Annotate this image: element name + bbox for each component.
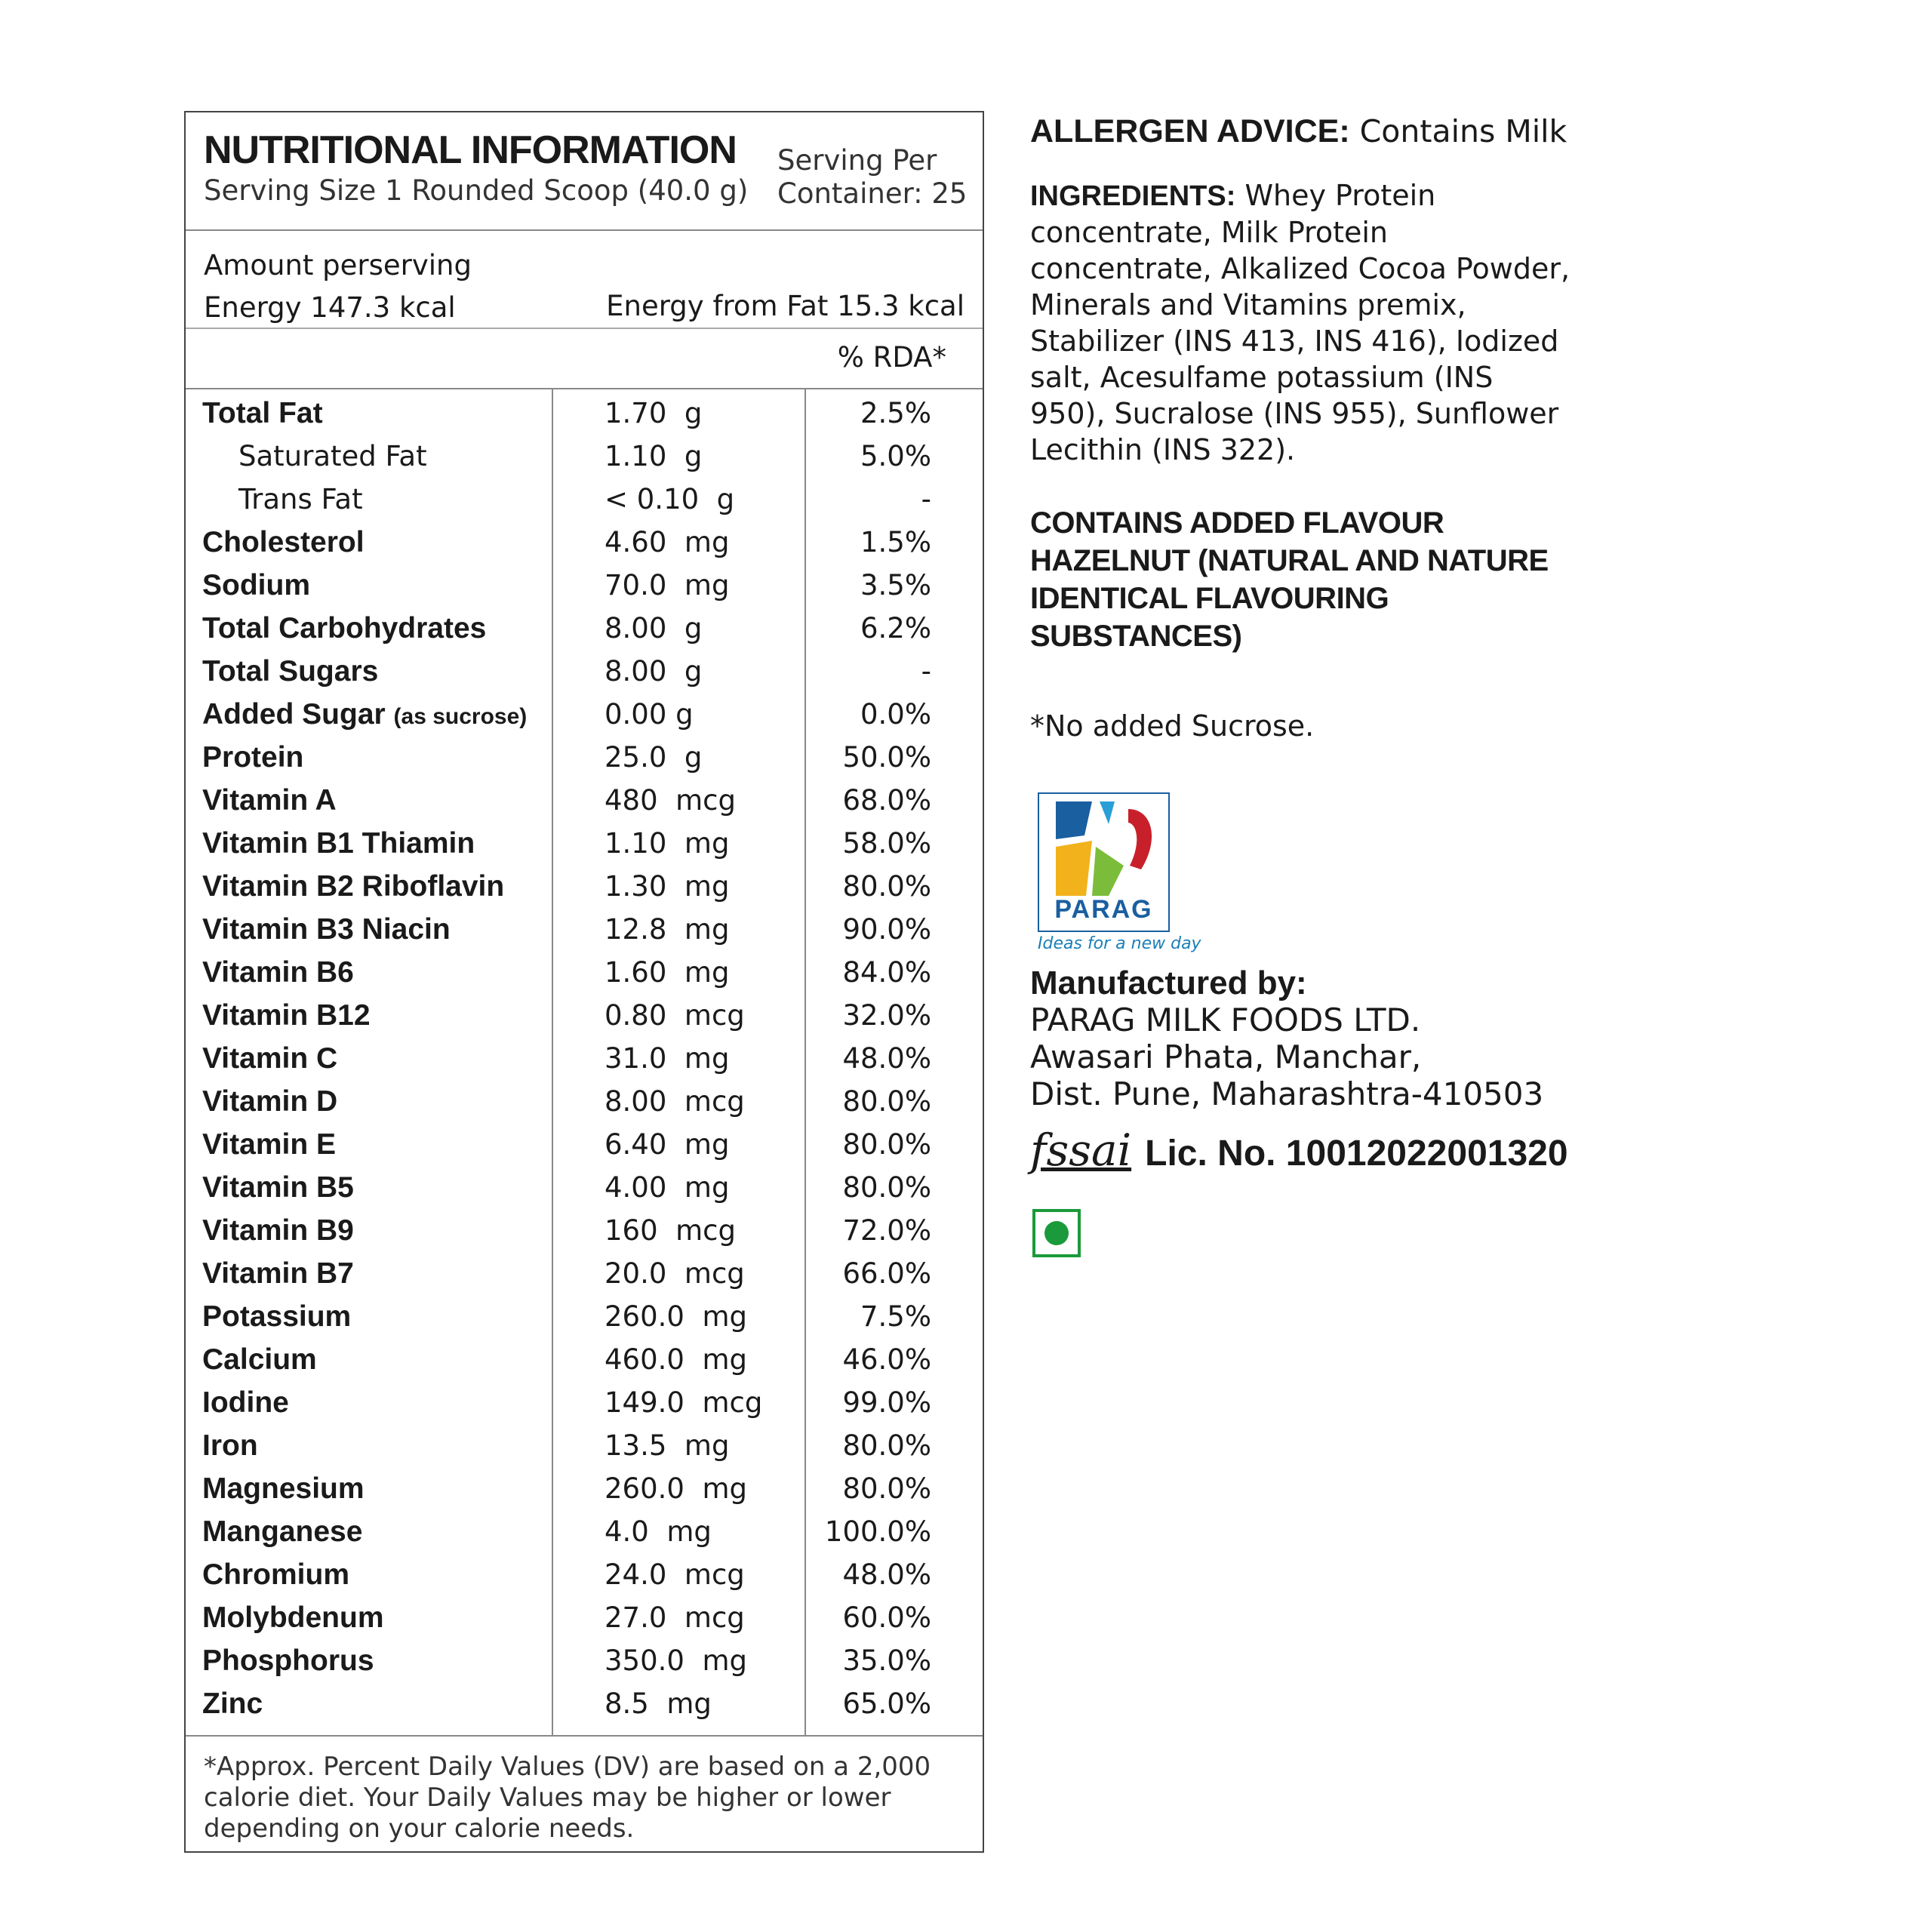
nutrient-name: Sodium [202,569,310,601]
ingredients: INGREDIENTS: Whey Protein concentrate, Milk Protein concentrate, Alkalized Cocoa Powder, Minerals and Vitamins premix, Stabilizer (INS 413, INS 416), Iodized salt, Acesulfame potassium (INS 950), Sucralose (INS 955), Sunflower Lecithin (INS 322). [1030,179,1571,466]
parag-logo [1038,792,1170,932]
nutrient-name: Vitamin B5 [202,1171,354,1204]
nutrient-amount: 350.0 mg [605,1644,747,1677]
servings-per-container: Serving Per Container: 25 [777,144,968,210]
nutrient-amount: 6.40 mg [605,1128,730,1161]
table-row [186,603,983,646]
nutrient-name: Phosphorus [202,1644,374,1677]
nutrient-name: Potassium [202,1300,352,1333]
amount-per-serving [186,229,983,329]
table-row [186,1162,983,1205]
nutrient-amount: 8.5 mg [605,1687,712,1720]
table-row [186,1377,983,1420]
nutrient-amount: 0.00 g [605,698,694,731]
rda-header-row [186,328,983,389]
manufacturer-block [1030,964,1543,1112]
table-row [186,1248,983,1291]
allergen-advice: ALLERGEN ADVICE: Contains Milk [1030,113,1567,149]
nutrient-rda: 2.5% [860,397,931,429]
nutrient-rda: 99.0% [842,1386,931,1419]
table-row [186,904,983,947]
table-row [186,1334,983,1377]
table-row [186,990,983,1033]
nutrient-amount: < 0.10 g [605,483,735,515]
nutrition-title: NUTRITIONAL INFORMATION [204,128,737,172]
table-row [186,775,983,818]
nutrient-name: Vitamin B2 Riboflavin [202,870,505,903]
manufacturer-address-1: Awasari Phata, Manchar, [1030,1038,1422,1075]
table-row [186,947,983,990]
nutrient-rda: 80.0% [842,1171,931,1204]
nutrient-amount: 480 mcg [605,784,737,817]
nutrient-amount: 24.0 mcg [605,1558,745,1591]
nutrient-name: Vitamin B12 [202,999,371,1032]
nutrient-rda: 68.0% [842,784,931,817]
table-row [186,517,983,560]
rda-header: % RDA* [837,341,946,374]
nutrient-amount: 4.60 mg [605,526,730,558]
nutrient-name: Chromium [202,1558,349,1591]
nutrient-name: Magnesium [202,1472,365,1505]
nutrient-rda: 58.0% [842,827,931,860]
nutrient-amount: 1.10 mg [605,827,730,860]
nutrient-name: Trans Fat [238,483,363,515]
table-row [186,474,983,517]
nutrient-rda: 80.0% [842,1472,931,1505]
nutrient-name: Vitamin D [202,1085,338,1118]
nutrient-amount: 31.0 mg [605,1042,730,1075]
nutrient-name: Vitamin B9 [202,1214,354,1247]
table-row [186,646,983,689]
nutrient-name: Vitamin E [202,1128,337,1161]
nutrient-rda: - [921,483,931,515]
nutrient-rda: 80.0% [842,1429,931,1462]
fssai-logo: fssai [1030,1124,1132,1176]
flavour-statement: CONTAINS ADDED FLAVOUR HAZELNUT (NATURAL AND NATURE IDENTICAL FLAVOURING SUBSTANCES) [1030,506,1549,653]
nutrient-amount: 27.0 mcg [605,1601,745,1634]
serving-size: Serving Size 1 Rounded Scoop (40.0 g) [204,174,749,207]
nutrient-name: Vitamin B1 Thiamin [202,827,475,860]
table-row [186,431,983,474]
parag-wordmark: PARAG [1054,895,1153,924]
nutrient-amount: 149.0 mcg [605,1386,763,1419]
nutrient-rda: 48.0% [842,1042,931,1075]
nutrient-rda: 46.0% [842,1343,931,1376]
nutrient-rda: 7.5% [860,1300,931,1333]
nutrient-name: Vitamin C [202,1042,338,1075]
nutrient-amount: 8.00 g [605,655,703,688]
nutrient-name: Vitamin B3 Niacin [202,913,451,946]
nutrient-amount: 25.0 g [605,741,703,774]
amount-label: Amount perserving [204,249,472,281]
table-row [186,1463,983,1506]
table-row [186,818,983,861]
nutrient-name: Saturated Fat [238,440,427,472]
nutrient-rda: 66.0% [842,1257,931,1290]
no-sucrose-note: *No added Sucrose. [1030,709,1315,743]
nutrition-panel [184,111,984,1853]
nutrient-amount: 12.8 mg [605,913,730,946]
nutrient-amount: 1.10 g [605,440,703,472]
fssai-license [1030,1124,1568,1176]
nutrient-amount: 1.70 g [605,397,703,429]
nutrient-amount: 13.5 mg [605,1429,730,1462]
nutrient-amount: 8.00 g [605,612,703,645]
nutrient-name: Calcium [202,1343,317,1376]
nutrient-rda: 65.0% [842,1687,931,1720]
energy-value: Energy 147.3 kcal [204,291,456,324]
nutrient-rda: 60.0% [842,1601,931,1634]
table-row [186,861,983,904]
nutrient-amount: 460.0 mg [605,1343,747,1376]
nutrient-amount: 4.0 mg [605,1515,712,1548]
nutrient-amount: 4.00 mg [605,1171,730,1204]
nutrient-name: Total Fat [202,397,323,429]
nutrient-name: Iodine [202,1386,289,1419]
nutrient-name: Added Sugar (as sucrose) [202,698,528,731]
nutrient-amount: 70.0 mg [605,569,730,601]
nutrient-rda: 80.0% [842,870,931,903]
nutrient-rda: 48.0% [842,1558,931,1591]
brand-tagline: Ideas for a new day [1038,934,1201,953]
nutrient-amount: 260.0 mg [605,1472,747,1505]
nutrient-amount: 8.00 mcg [605,1085,745,1118]
manufacturer-address-2: Dist. Pune, Maharashtra-410503 [1030,1075,1544,1112]
table-row [186,689,983,732]
nutrient-name: Total Sugars [202,655,379,688]
nutrient-rda: 35.0% [842,1644,931,1677]
table-row [186,1033,983,1076]
nutrient-rda: 90.0% [842,913,931,946]
nutrient-rda: 84.0% [842,956,931,989]
table-row [186,1076,983,1119]
manufacturer-heading: Manufactured by: [1030,964,1307,1001]
nutrient-name: Zinc [202,1687,263,1720]
nutrient-name: Cholesterol [202,526,365,558]
nutrient-name: Vitamin B6 [202,956,354,989]
nutrient-amount: 1.60 mg [605,956,730,989]
nutrient-name: Molybdenum [202,1601,384,1634]
table-row [186,1119,983,1162]
nutrient-rda: 72.0% [842,1214,931,1247]
nutrient-name: Vitamin A [202,784,337,817]
nutrient-rda: 32.0% [842,999,931,1032]
table-row [186,1291,983,1334]
nutrient-amount: 160 mcg [605,1214,737,1247]
nutrient-rda: 100.0% [824,1515,931,1548]
nutrient-rda: 0.0% [860,698,931,731]
table-row [186,388,983,431]
nutrient-rda: 80.0% [842,1085,931,1118]
nutrient-rda: 6.2% [860,612,931,645]
nutrient-rda: - [921,655,931,688]
nutrient-rda: 50.0% [842,741,931,774]
energy-from-fat: Energy from Fat 15.3 kcal [606,290,964,322]
table-row [186,1592,983,1635]
nutrient-amount: 260.0 mg [605,1300,747,1333]
nutrient-rda: 3.5% [860,569,931,601]
nutrient-name: Total Carbohydrates [202,612,487,645]
nutrient-rda: 80.0% [842,1128,931,1161]
nutrient-name: Protein [202,741,304,774]
nutrient-amount: 20.0 mcg [605,1257,745,1290]
nutrient-rda: 5.0% [860,440,931,472]
nutrient-table [186,388,983,1721]
manufacturer-company: PARAG MILK FOODS LTD. [1030,1001,1421,1038]
table-row [186,560,983,603]
table-row [186,732,983,775]
table-row [186,1205,983,1248]
table-row [186,1506,983,1549]
footnote: *Approx. Percent Daily Values (DV) are based on a 2,000 calorie diet. Your Daily Values may be higher or lower depending on your calorie needs. [186,1735,983,1856]
nutrient-amount: 0.80 mcg [605,999,745,1032]
nutrient-name: Vitamin B7 [202,1257,354,1290]
veg-mark-icon [1032,1209,1081,1257]
table-row [186,1549,983,1592]
nutrient-name: Iron [202,1429,258,1462]
nutrient-rda: 1.5% [860,526,931,558]
table-row [186,1635,983,1678]
nutrient-amount: 1.30 mg [605,870,730,903]
license-number: Lic. No. 10012022001320 [1145,1134,1568,1174]
table-row [186,1678,983,1721]
nutrition-header [186,112,983,231]
nutrient-name: Manganese [202,1515,363,1548]
table-row [186,1420,983,1463]
